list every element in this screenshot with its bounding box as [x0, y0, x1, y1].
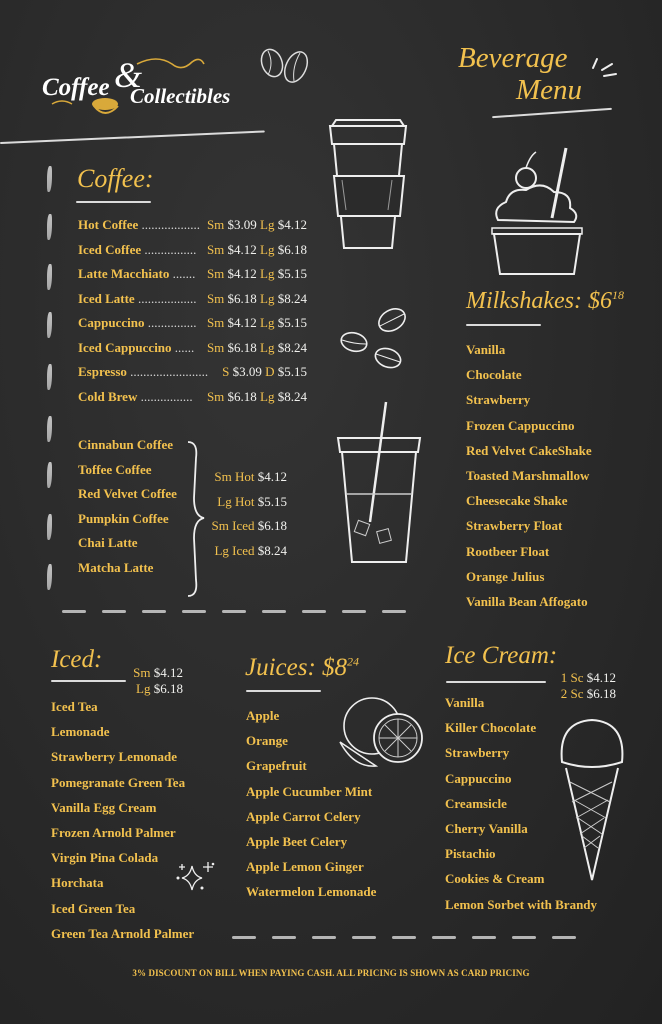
- iced-drink-item: Strawberry Lemonade: [51, 749, 178, 765]
- milkshake-item: Strawberry: [466, 392, 531, 408]
- size-label: Sm: [206, 388, 225, 404]
- leader-dots: ................: [144, 241, 197, 257]
- juice-item: Grapefruit: [246, 758, 307, 774]
- price: $5.15: [277, 364, 307, 379]
- price: $8.24: [277, 290, 307, 306]
- size-label: Sm: [206, 266, 225, 281]
- milkshake-item: Rootbeer Float: [466, 543, 550, 559]
- size-label: Sm: [206, 217, 225, 232]
- coffee-item-prices: [207, 315, 307, 331]
- brace-icon: [186, 440, 206, 598]
- chalk-mark: [47, 564, 52, 590]
- specialty-price: [214, 469, 287, 485]
- divider-dash: [222, 610, 246, 613]
- icecream-item: Lemon Sorbet with Brandy: [445, 896, 598, 912]
- milkshake-item: Vanilla Bean Affogato: [466, 594, 588, 609]
- price: $8.24: [277, 388, 307, 404]
- price: $8.24: [277, 339, 307, 355]
- size-label: Lg Hot: [217, 493, 255, 509]
- divider-dash: [302, 610, 326, 613]
- specialty-coffee-item: Matcha Latte: [78, 559, 154, 575]
- divider-dash: [352, 936, 376, 939]
- price: $6.18: [227, 290, 257, 306]
- icecream-item: Creamsicle: [445, 795, 507, 811]
- milkshake-item: Vanilla: [466, 342, 506, 357]
- chalk-mark: [47, 462, 52, 488]
- size-label: Sm: [206, 241, 225, 257]
- icecream-item: Pistachio: [445, 846, 496, 862]
- milkshake-item: Red Velvet CakeShake: [466, 442, 592, 458]
- title-sparkle-icon: [590, 58, 620, 78]
- juice-item: Orange: [246, 733, 288, 749]
- leader-dots: .......: [172, 266, 196, 281]
- divider-dash: [382, 610, 406, 613]
- milkshake-item: Cheesecake Shake: [466, 493, 568, 509]
- coffee-item-prices: [207, 217, 307, 233]
- price: $5.15: [277, 315, 307, 330]
- size-label: Lg Iced: [214, 543, 255, 559]
- coffee-item-prices: [207, 266, 307, 282]
- size-label: Lg: [260, 388, 275, 404]
- iced-underline: [51, 680, 126, 682]
- milkshake-item: Orange Julius: [466, 568, 545, 584]
- icecream-item: Cappuccino: [445, 770, 512, 786]
- chalk-mark: [47, 214, 52, 240]
- leader-dots: ...............: [147, 315, 197, 330]
- icecream-item: Killer Chocolate: [445, 720, 537, 736]
- price: $8.24: [257, 543, 287, 559]
- size-price: [561, 670, 616, 686]
- price: $6.18: [277, 241, 307, 257]
- specialty-coffee-item: Cinnabun Coffee: [78, 437, 173, 452]
- chalk-mark: [47, 312, 52, 338]
- footer-note: 3% DISCOUNT ON BILL WHEN PAYING CASH. ALL PRICING IS SHOWN AS CARD PRICING: [132, 968, 530, 978]
- divider-dash: [552, 936, 576, 939]
- iced-heading: Iced:: [51, 646, 103, 673]
- price: $4.12: [277, 217, 307, 232]
- icecream-underline: [446, 681, 546, 683]
- size-label: 1 Sc: [560, 670, 584, 685]
- price: $4.12: [227, 241, 257, 257]
- size-label: Sm: [206, 290, 225, 306]
- sparkles-icon: [176, 860, 216, 892]
- milkshakes-cents: 18: [611, 288, 624, 302]
- coffee-beans-icon: [258, 45, 314, 87]
- divider-dash: [392, 936, 416, 939]
- coffee-item: [78, 315, 196, 331]
- size-label: Sm Iced: [211, 518, 255, 534]
- price: $6.18: [227, 339, 257, 355]
- size-label: D: [265, 364, 275, 379]
- size-label: Lg: [260, 339, 275, 355]
- specialty-coffee-item: Chai Latte: [78, 535, 138, 550]
- coffee-item-prices: [207, 242, 307, 258]
- divider-dash: [232, 936, 256, 939]
- orange-fruit-icon: [338, 694, 428, 774]
- size-label: Lg: [136, 681, 151, 696]
- price: $3.09: [232, 364, 262, 379]
- leader-dots: ..................: [137, 290, 197, 306]
- logo-underline: [0, 130, 265, 143]
- iced-drink-item: Green Tea Arnold Palmer: [51, 925, 195, 941]
- coffee-item: [78, 217, 200, 233]
- juices-heading-text: Juices: $8: [245, 654, 348, 681]
- ice-cream-cone-icon: [556, 718, 628, 884]
- icecream-heading: Ice Cream:: [445, 642, 558, 669]
- juices-cents: 24: [347, 654, 360, 669]
- icecream-item: Cookies & Cream: [445, 871, 545, 887]
- size-label: Sm: [133, 665, 151, 680]
- coffee-beans-cluster-icon: [338, 302, 414, 372]
- coffee-heading-underline: [76, 201, 151, 203]
- juice-item: Apple Cucumber Mint: [246, 783, 373, 799]
- price: $6.18: [257, 518, 287, 534]
- iced-drink-item: Vanilla Egg Cream: [51, 799, 157, 815]
- specialty-price: [214, 543, 287, 559]
- leader-dots: ..................: [141, 217, 201, 232]
- menu-title-line2: Menu: [516, 74, 583, 106]
- divider-dash: [102, 610, 126, 613]
- price: $6.18: [227, 388, 257, 404]
- juice-item: Apple Lemon Ginger: [246, 859, 364, 875]
- icecream-item: Strawberry: [445, 745, 510, 761]
- coffee-item-name: Latte Macchiato: [78, 266, 170, 281]
- size-label: 2 Sc: [560, 686, 584, 701]
- price: $4.12: [227, 315, 257, 330]
- coffee-item: [78, 242, 196, 258]
- leader-dots: ........................: [130, 364, 209, 379]
- divider-dash: [272, 936, 296, 939]
- juice-item: Apple Beet Celery: [246, 834, 348, 849]
- coffee-item-name: Iced Coffee: [78, 241, 142, 257]
- coffee-item-prices: [207, 291, 307, 307]
- icecream-item: Vanilla: [445, 695, 485, 710]
- juices-heading: [245, 654, 359, 682]
- chalk-mark: [47, 514, 52, 540]
- specialty-coffee-item: Pumpkin Coffee: [78, 510, 169, 526]
- coffee-item: [78, 291, 196, 307]
- coffee-item: [78, 364, 208, 380]
- size-label: Sm: [206, 339, 225, 355]
- chalk-mark: [47, 364, 52, 390]
- coffee-heading: Coffee:: [77, 164, 154, 193]
- leader-dots: ......: [174, 339, 195, 355]
- milkshake-icon: [488, 148, 588, 278]
- logo: Coffee & Collectibles: [42, 52, 232, 122]
- juice-item: Watermelon Lemonade: [246, 884, 377, 900]
- coffee-item-name: Cappuccino: [78, 315, 145, 330]
- chalk-mark: [47, 166, 52, 192]
- leader-dots: ................: [140, 388, 193, 404]
- size-label: Lg: [260, 217, 275, 232]
- milkshake-item: Strawberry Float: [466, 518, 563, 534]
- coffee-item-prices: [222, 364, 307, 380]
- iced-drink-item: Frozen Arnold Palmer: [51, 825, 176, 840]
- coffee-item-name: Espresso: [78, 364, 127, 379]
- price: $4.12: [586, 670, 616, 685]
- specialty-price: [212, 518, 287, 534]
- size-label: S: [222, 364, 230, 379]
- divider-dash: [182, 610, 206, 613]
- price: $5.15: [277, 266, 307, 281]
- coffee-item-name: Iced Cappuccino: [78, 339, 172, 355]
- coffee-item: [78, 266, 195, 282]
- divider-dash: [62, 610, 86, 613]
- coffee-item-name: Iced Latte: [78, 290, 135, 306]
- divider-dash: [342, 610, 366, 613]
- milkshakes-heading-text: Milkshakes: $6: [466, 288, 612, 314]
- iced-drink-item: Lemonade: [51, 724, 110, 740]
- milkshakes-heading: [466, 288, 624, 315]
- price: $6.18: [586, 686, 616, 701]
- coffee-item-prices: [207, 389, 307, 405]
- price: $3.09: [227, 217, 257, 232]
- juice-item: Apple Carrot Celery: [246, 808, 361, 824]
- iced-drink-item: Iced Tea: [51, 699, 98, 714]
- divider-dash: [142, 610, 166, 613]
- price: $6.18: [153, 681, 183, 696]
- juices-underline: [246, 690, 321, 692]
- divider-dash: [512, 936, 536, 939]
- size-price: [561, 686, 616, 702]
- specialty-price: [217, 494, 287, 510]
- price: $4.12: [257, 469, 287, 484]
- coffee-item: [78, 340, 194, 356]
- chalk-mark: [47, 416, 52, 442]
- size-label: Lg: [260, 241, 275, 257]
- size-label: Lg: [260, 266, 275, 281]
- specialty-coffee-item: Toffee Coffee: [78, 461, 152, 477]
- price: $4.12: [153, 665, 183, 680]
- coffee-item: [78, 389, 193, 405]
- title-underline: [492, 108, 612, 118]
- coffee-item-prices: [207, 340, 307, 356]
- milkshake-item: Frozen Cappuccino: [466, 417, 575, 433]
- iced-drink-item: Pomegranate Green Tea: [51, 774, 186, 790]
- chalk-mark: [47, 264, 52, 290]
- size-label: Sm: [206, 315, 225, 330]
- iced-drink-item: Horchata: [51, 875, 104, 891]
- size-label: Lg: [260, 315, 275, 330]
- divider-dash: [472, 936, 496, 939]
- coffee-item-name: Cold Brew: [78, 388, 138, 404]
- coffee-item-name: Hot Coffee: [78, 217, 139, 232]
- divider-dash: [262, 610, 286, 613]
- juice-item: Apple: [246, 708, 280, 723]
- menu-title-line1: Beverage: [458, 42, 568, 74]
- to-go-coffee-cup-icon: [322, 116, 414, 254]
- price: $4.12: [227, 266, 257, 281]
- iced-drink-icon: [334, 402, 424, 568]
- iced-drink-item: Virgin Pina Colada: [51, 850, 159, 866]
- specialty-coffee-item: Red Velvet Coffee: [78, 486, 177, 501]
- milkshake-item: Chocolate: [466, 367, 522, 383]
- size-price: [136, 681, 183, 697]
- size-label: Sm Hot: [214, 469, 255, 484]
- milkshakes-underline: [466, 324, 541, 326]
- iced-drink-item: Iced Green Tea: [51, 900, 136, 916]
- icecream-item: Cherry Vanilla: [445, 821, 528, 836]
- divider-dash: [312, 936, 336, 939]
- milkshake-item: Toasted Marshmallow: [466, 468, 590, 483]
- size-label: Lg: [260, 290, 275, 306]
- price: $5.15: [257, 493, 287, 509]
- size-price: [133, 665, 183, 681]
- divider-dash: [432, 936, 456, 939]
